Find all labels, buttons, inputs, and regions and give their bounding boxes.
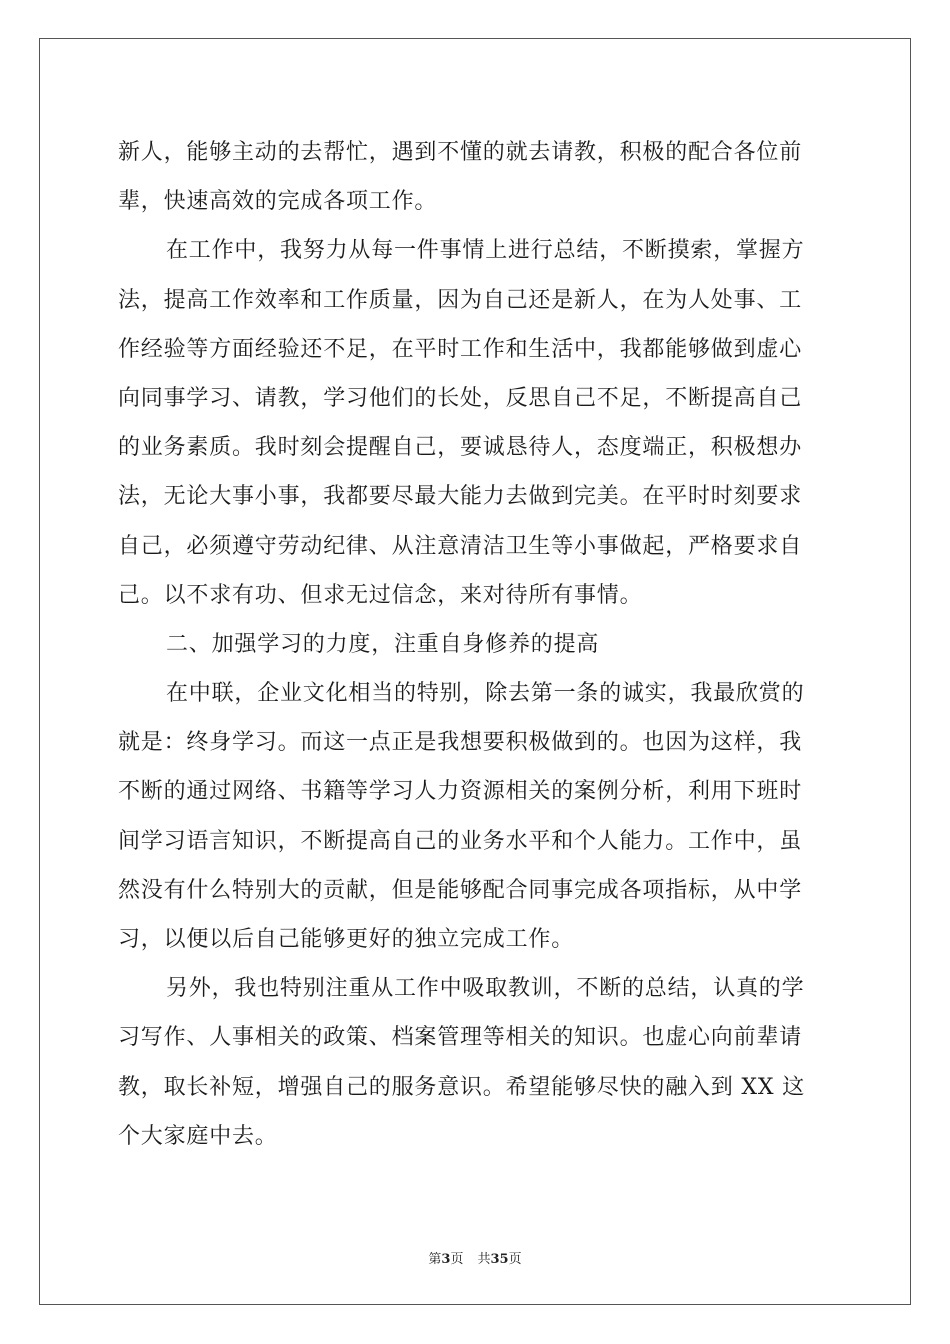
- footer-page-prefix: 第: [428, 1252, 442, 1267]
- text-line: 个大家庭中去。: [118, 1123, 278, 1149]
- text-line: 习，以便以后自己能够更好的独立完成工作。: [118, 927, 575, 952]
- text-line: 新人，能够主动的去帮忙，遇到不懂的就去请教，积极的配合各位前: [118, 140, 803, 165]
- text-line: 教，取长补短，增强自己的服务意识。希望能够尽快的融入到 XX 这: [118, 1074, 805, 1100]
- text-line: 法，无论大事小事，我都要尽最大能力去做到完美。在平时时刻要求: [118, 484, 803, 510]
- document-body: [118, 128, 834, 1161]
- text-line: 另外，我也特别注重从工作中吸取教训，不断的总结，认真的学: [166, 976, 805, 1002]
- text-line: 辈，快速高效的完成各项工作。: [118, 189, 438, 215]
- text-line: 己。以不求有功、但求无过信念，来对待所有事情。: [118, 582, 643, 608]
- footer-total-prefix: 共: [477, 1252, 491, 1267]
- footer-total-pages: 35: [490, 1252, 509, 1267]
- text-line: 就是：终身学习。而这一点正是我想要积极做到的。也因为这样，我: [118, 730, 803, 756]
- text-line: 自己，必须遵守劳动纪律、从注意清洁卫生等小事做起，严格要求自: [118, 533, 803, 559]
- text-line: 然没有什么特别大的贡献，但是能够配合同事完成各项指标，从中学: [118, 877, 803, 903]
- text-line: 作经验等方面经验还不足，在平时工作和生活中，我都能够做到虚心: [118, 336, 803, 362]
- page-footer: [0, 1248, 950, 1267]
- text-line: 二、加强学习的力度，注重自身修养的提高: [166, 631, 600, 657]
- text-line: 向同事学习、请教，学习他们的长处，反思自己不足，不断提高自己: [118, 385, 803, 411]
- text-line: 不断的通过网络、书籍等学习人力资源相关的案例分析，利用下班时: [118, 779, 803, 805]
- text-line: 间学习语言知识，不断提高自己的业务水平和个人能力。工作中，虽: [118, 828, 803, 854]
- footer-total-suffix: 页: [508, 1252, 522, 1267]
- footer-page-suffix: 页: [450, 1252, 464, 1267]
- text-line: 在中联，企业文化相当的特别，除去第一条的诚实，我最欣赏的: [166, 681, 805, 707]
- text-line: 的业务素质。我时刻会提醒自己，要诚恳待人，态度端正，积极想办: [118, 435, 803, 461]
- footer-page-number: 3: [441, 1252, 451, 1267]
- text-line: 习写作、人事相关的政策、档案管理等相关的知识。也虚心向前辈请: [118, 1025, 803, 1051]
- text-line: 在工作中，我努力从每一件事情上进行总结，不断摸索，掌握方: [166, 238, 805, 264]
- text-line: 法，提高工作效率和工作质量，因为自己还是新人，在为人处事、工: [118, 287, 803, 313]
